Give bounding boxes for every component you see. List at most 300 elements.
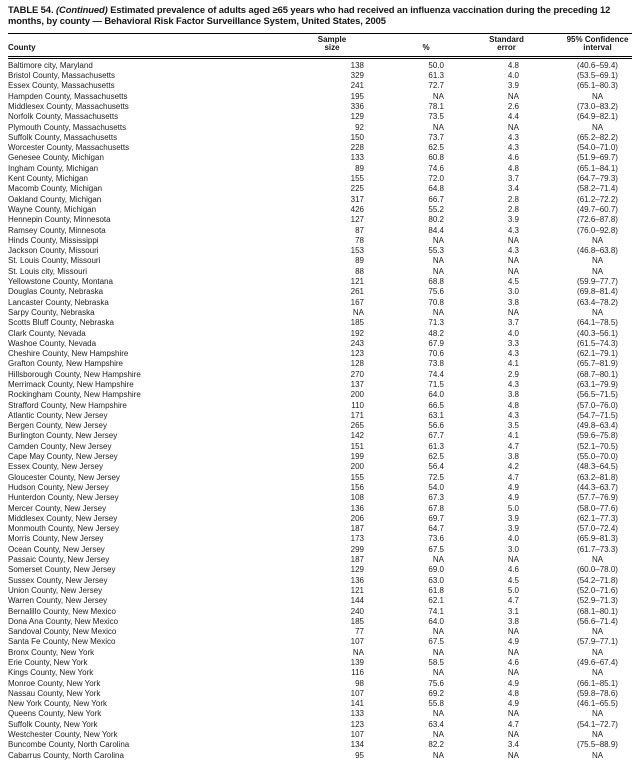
- n-cell: 261: [350, 287, 364, 297]
- ci-cell: (65.2–82.2): [577, 132, 618, 142]
- se-cell: NA: [507, 122, 519, 132]
- county-cell: Monmouth County, New Jersey: [8, 524, 120, 534]
- se-cell: 4.7: [507, 719, 519, 729]
- se-cell: 3.4: [507, 184, 519, 194]
- ci-cell: (65.1–80.3): [577, 81, 618, 91]
- se-cell: 2.8: [507, 204, 519, 214]
- se-cell: 5.0: [507, 585, 519, 595]
- table-row: [8, 329, 632, 339]
- table-title-text: Estimated prevalence of adults aged ≥65 years who had received an influenza vaccination during the preceding 12 months, by county — Behavioral Risk Factor Surveillance System, United States, 2005: [8, 4, 611, 26]
- county-column-header: County: [8, 33, 300, 57]
- pct-cell: 71.5: [428, 379, 444, 389]
- county-cell: Lancaster County, Nebraska: [8, 297, 109, 307]
- se-cell: 3.9: [507, 513, 519, 523]
- county-cell: Sandoval County, New Mexico: [8, 627, 117, 637]
- pct-cell: 64.0: [428, 616, 444, 626]
- table-row: [8, 133, 632, 143]
- se-cell: 3.7: [507, 318, 519, 328]
- pct-cell: 61.3: [428, 71, 444, 81]
- pct-cell: 67.5: [428, 544, 444, 554]
- n-cell: 116: [351, 668, 364, 678]
- se-cell: 3.9: [507, 215, 519, 225]
- pct-cell: 64.0: [428, 390, 444, 400]
- pct-cell: 75.6: [428, 678, 444, 688]
- n-cell: 200: [350, 390, 364, 400]
- ci-cell: NA: [591, 235, 604, 245]
- pct-cell: 67.5: [428, 637, 444, 647]
- county-cell: Wayne County, Michigan: [8, 204, 97, 214]
- table-row: [8, 504, 632, 514]
- n-cell: 426: [350, 204, 364, 214]
- table-continued-flag: (Continued): [56, 4, 108, 15]
- county-cell: Middlesex County, New Jersey: [8, 513, 118, 523]
- se-cell: 3.3: [507, 338, 519, 348]
- pct-cell: 62.1: [428, 596, 444, 606]
- ci-cell: NA: [591, 266, 604, 276]
- county-cell: Burlington County, New Jersey: [8, 431, 118, 441]
- ci-cell: NA: [591, 555, 604, 565]
- n-cell: 87: [355, 225, 364, 235]
- se-cell: NA: [507, 750, 519, 760]
- ci-cell: (75.5–88.9): [577, 740, 618, 750]
- n-cell: NA: [352, 647, 364, 657]
- county-cell: Sussex County, New Jersey: [8, 575, 108, 585]
- pct-cell: 74.1: [428, 606, 444, 616]
- n-cell: 123: [350, 719, 364, 729]
- county-cell: Strafford County, New Hampshire: [8, 400, 127, 410]
- county-cell: New York County, New York: [8, 699, 108, 709]
- ci-cell: (54.2–71.8): [577, 575, 618, 585]
- ci-cell: (57.0–72.4): [577, 524, 618, 534]
- county-cell: Ingham County, Michigan: [8, 163, 99, 173]
- se-cell: NA: [507, 555, 519, 565]
- county-cell: Worcester County, Massachusetts: [8, 143, 130, 153]
- se-cell: 3.9: [507, 81, 519, 91]
- se-cell: 4.3: [507, 225, 519, 235]
- n-cell: 141: [350, 699, 364, 709]
- n-cell: 89: [355, 256, 364, 266]
- pct-cell: 68.8: [428, 277, 444, 287]
- county-cell: Warren County, New Jersey: [8, 596, 108, 606]
- se-cell: 4.3: [507, 246, 519, 256]
- n-cell: 107: [350, 688, 364, 698]
- se-cell: 4.3: [507, 379, 519, 389]
- se-cell: 4.0: [507, 71, 519, 81]
- n-cell: 243: [350, 338, 364, 348]
- se-cell: 5.0: [507, 503, 519, 513]
- pct-cell: NA: [432, 266, 444, 276]
- n-cell: 151: [350, 441, 364, 451]
- se-cell: NA: [507, 730, 519, 740]
- pct-cell: 62.5: [428, 452, 444, 462]
- table-row: [8, 143, 632, 153]
- table-row: [8, 153, 632, 163]
- n-cell: 89: [355, 163, 364, 173]
- n-cell: 127: [350, 215, 364, 225]
- ci-cell: (55.0–70.0): [577, 452, 618, 462]
- n-cell: 137: [350, 379, 364, 389]
- se-cell: 3.7: [507, 174, 519, 184]
- pct-cell: NA: [432, 307, 444, 317]
- table-row: [8, 298, 632, 308]
- n-cell: 187: [350, 524, 364, 534]
- county-cell: Dona Ana County, New Mexico: [8, 616, 119, 626]
- pct-cell: 66.5: [428, 400, 444, 410]
- se-cell: 4.4: [507, 112, 519, 122]
- se-cell: 4.8: [507, 163, 519, 173]
- table-row: [8, 576, 632, 586]
- n-cell: 265: [350, 421, 364, 431]
- n-cell: 110: [351, 400, 364, 410]
- se-cell: NA: [507, 266, 519, 276]
- table-row: [8, 524, 632, 534]
- se-cell: 4.0: [507, 534, 519, 544]
- standard-error-column-header: Standard error: [444, 33, 519, 57]
- n-cell: 155: [350, 472, 364, 482]
- confidence-interval-column-header: 95% Confidence interval: [519, 33, 632, 57]
- n-cell: 121: [350, 585, 364, 595]
- n-cell: 155: [350, 174, 364, 184]
- county-cell: Ramsey County, Minnesota: [8, 225, 106, 235]
- ci-cell: (46.8–63.8): [577, 246, 618, 256]
- ci-cell: (52.0–71.6): [577, 585, 618, 595]
- table-row: [8, 462, 632, 472]
- county-cell: Genesee County, Michigan: [8, 153, 104, 163]
- n-cell: NA: [352, 307, 364, 317]
- ci-cell: (58.2–71.4): [577, 184, 618, 194]
- pct-cell: 56.4: [428, 462, 444, 472]
- ci-cell: (54.0–71.0): [577, 143, 618, 153]
- county-cell: Queens County, New York: [8, 709, 102, 719]
- ci-cell: (69.8–81.4): [577, 287, 618, 297]
- ci-cell: (40.3–56.1): [577, 328, 618, 338]
- table-row: [8, 277, 632, 287]
- ci-cell: (62.1–77.3): [577, 513, 618, 523]
- pct-cell: 78.1: [428, 101, 444, 111]
- pct-cell: NA: [432, 730, 444, 740]
- n-cell: 185: [350, 616, 364, 626]
- table-row: [8, 102, 632, 112]
- county-cell: Douglas County, Nebraska: [8, 287, 104, 297]
- n-cell: 173: [350, 534, 364, 544]
- ci-cell: (52.1–70.5): [577, 441, 618, 451]
- se-cell: 4.2: [507, 462, 519, 472]
- se-cell: 3.8: [507, 616, 519, 626]
- county-cell: Hillsborough County, New Hampshire: [8, 369, 141, 379]
- county-cell: Rockingham County, New Hampshire: [8, 390, 141, 400]
- table-row: [8, 349, 632, 359]
- n-cell: 139: [350, 658, 364, 667]
- county-cell: Union County, New Jersey: [8, 585, 103, 595]
- n-cell: 121: [350, 277, 364, 287]
- table-row: [8, 81, 632, 91]
- pct-cell: NA: [432, 750, 444, 760]
- table-row: [8, 359, 632, 369]
- table-title: [8, 5, 632, 27]
- se-cell: 3.0: [507, 287, 519, 297]
- county-cell: Washoe County, Nevada: [8, 338, 97, 348]
- se-cell: 3.1: [507, 606, 519, 616]
- county-cell: Ocean County, New Jersey: [8, 544, 105, 554]
- se-cell: 4.6: [507, 153, 519, 163]
- table-row: [8, 318, 632, 328]
- table-row: [8, 740, 632, 750]
- table-row: [8, 751, 632, 761]
- county-cell: Gloucester County, New Jersey: [8, 472, 120, 482]
- county-cell: Kent County, Michigan: [8, 174, 88, 184]
- ci-cell: NA: [591, 122, 604, 132]
- county-cell: Cape May County, New Jersey: [8, 452, 118, 462]
- ci-cell: (72.6–87.8): [577, 215, 618, 225]
- pct-cell: 69.0: [428, 565, 444, 575]
- se-cell: 3.0: [507, 544, 519, 554]
- pct-cell: 58.5: [428, 658, 444, 667]
- pct-cell: NA: [432, 235, 444, 245]
- ci-cell: (58.0–77.6): [577, 503, 618, 513]
- prevalence-table: [8, 33, 632, 761]
- pct-cell: NA: [432, 256, 444, 266]
- se-cell: 4.3: [507, 132, 519, 142]
- n-cell: 98: [355, 678, 364, 688]
- se-cell: NA: [507, 627, 519, 637]
- table-row: [8, 246, 632, 256]
- pct-cell: 74.4: [428, 369, 444, 379]
- pct-cell: 72.0: [428, 174, 444, 184]
- n-cell: 77: [355, 627, 364, 637]
- pct-cell: 63.1: [428, 410, 444, 420]
- se-cell: NA: [507, 668, 519, 678]
- se-cell: 4.1: [507, 359, 519, 369]
- n-cell: 228: [350, 143, 364, 153]
- county-cell: Essex County, New Jersey: [8, 462, 103, 472]
- n-cell: 167: [350, 297, 364, 307]
- pct-cell: 80.2: [428, 215, 444, 225]
- county-cell: Monroe County, New York: [8, 678, 101, 688]
- county-cell: Hunterdon County, New Jersey: [8, 493, 119, 503]
- ci-cell: (53.5–69.1): [577, 71, 618, 81]
- county-cell: Mercer County, New Jersey: [8, 503, 107, 513]
- ci-cell: (65.7–81.9): [577, 359, 618, 369]
- n-cell: 317: [350, 194, 364, 204]
- county-cell: Baltimore city, Maryland: [8, 60, 93, 70]
- n-cell: 336: [350, 101, 364, 111]
- pct-cell: 64.7: [428, 524, 444, 534]
- se-cell: 4.9: [507, 699, 519, 709]
- ci-cell: (61.5–74.3): [577, 338, 618, 348]
- ci-cell: (68.7–80.1): [577, 369, 618, 379]
- pct-cell: NA: [432, 91, 444, 101]
- pct-cell: 72.7: [428, 81, 444, 91]
- county-cell: Atlantic County, New Jersey: [8, 410, 108, 420]
- se-cell: 3.9: [507, 524, 519, 534]
- pct-cell: 82.2: [428, 740, 444, 750]
- table-row: [8, 112, 632, 122]
- n-cell: 144: [350, 596, 364, 606]
- se-cell: NA: [507, 235, 519, 245]
- se-cell: NA: [507, 307, 519, 317]
- county-cell: Middlesex County, Massachusetts: [8, 101, 129, 111]
- ci-cell: (60.0–78.0): [577, 565, 618, 575]
- ci-cell: (57.0–76.0): [577, 400, 618, 410]
- ci-cell: (64.9–82.1): [577, 112, 618, 122]
- ci-cell: (57.7–76.9): [577, 493, 618, 503]
- table-row: [8, 380, 632, 390]
- n-cell: 192: [350, 328, 364, 338]
- n-cell: 107: [350, 730, 364, 740]
- ci-cell: NA: [591, 627, 604, 637]
- county-cell: Santa Fe County, New Mexico: [8, 637, 116, 647]
- table-row: [8, 679, 632, 689]
- pct-cell: 73.7: [428, 132, 444, 142]
- pct-cell: 73.6: [428, 534, 444, 544]
- se-cell: 4.3: [507, 349, 519, 359]
- pct-cell: 69.7: [428, 513, 444, 523]
- ci-cell: (54.7–71.5): [577, 410, 618, 420]
- ci-cell: (44.3–63.7): [577, 482, 618, 492]
- table-row: [8, 565, 632, 575]
- se-cell: 2.6: [507, 101, 519, 111]
- ci-cell: (59.6–75.8): [577, 431, 618, 441]
- county-cell: Macomb County, Michigan: [8, 184, 103, 194]
- pct-cell: 71.3: [428, 318, 444, 328]
- county-cell: Camden County, New Jersey: [8, 441, 112, 451]
- county-cell: Grafton County, New Hampshire: [8, 359, 124, 369]
- ci-cell: (49.8–63.4): [577, 421, 618, 431]
- se-cell: 4.6: [507, 658, 519, 667]
- county-cell: Somerset County, New Jersey: [8, 565, 116, 575]
- ci-cell: (63.1–79.9): [577, 379, 618, 389]
- n-cell: 136: [350, 503, 364, 513]
- pct-cell: 55.3: [428, 246, 444, 256]
- se-cell: 4.0: [507, 328, 519, 338]
- pct-cell: 64.8: [428, 184, 444, 194]
- pct-cell: 50.0: [428, 60, 444, 70]
- n-cell: 129: [350, 565, 364, 575]
- n-cell: 92: [355, 122, 364, 132]
- se-cell: 4.5: [507, 575, 519, 585]
- ci-cell: (61.7–73.3): [577, 544, 618, 554]
- n-cell: 128: [350, 359, 364, 369]
- pct-cell: 63.0: [428, 575, 444, 585]
- table-row: [8, 668, 632, 678]
- n-cell: 200: [350, 462, 364, 472]
- table-row: [8, 637, 632, 647]
- table-row: [8, 483, 632, 493]
- ci-cell: (73.0–83.2): [577, 101, 618, 111]
- pct-cell: 66.7: [428, 194, 444, 204]
- percent-column-header: %: [364, 33, 444, 57]
- ci-cell: NA: [591, 647, 604, 657]
- pct-cell: 60.8: [428, 153, 444, 163]
- pct-cell: 70.6: [428, 349, 444, 359]
- se-cell: NA: [507, 256, 519, 266]
- n-cell: 156: [350, 482, 364, 492]
- table-row: [8, 184, 632, 194]
- n-cell: 195: [350, 91, 364, 101]
- table-row: [8, 596, 632, 606]
- n-cell: 133: [350, 709, 364, 719]
- n-cell: 107: [350, 637, 364, 647]
- county-cell: Bernalillo County, New Mexico: [8, 606, 116, 616]
- county-cell: Suffolk County, New York: [8, 719, 98, 729]
- ci-cell: (68.1–80.1): [577, 606, 618, 616]
- county-cell: Buncombe County, North Carolina: [8, 740, 130, 750]
- n-cell: 187: [350, 555, 364, 565]
- se-cell: 3.8: [507, 390, 519, 400]
- ci-cell: NA: [591, 709, 604, 719]
- n-cell: 136: [350, 575, 364, 585]
- county-cell: Bristol County, Massachusetts: [8, 71, 116, 81]
- county-cell: Passaic County, New Jersey: [8, 555, 110, 565]
- n-cell: 199: [350, 452, 364, 462]
- se-cell: 4.3: [507, 143, 519, 153]
- ci-cell: (46.1–65.5): [577, 699, 618, 709]
- ci-cell: NA: [591, 307, 604, 317]
- n-cell: 150: [350, 132, 364, 142]
- n-cell: 108: [350, 493, 364, 503]
- table-row: [8, 586, 632, 596]
- table-row: [8, 689, 632, 699]
- ci-cell: (65.1–84.1): [577, 163, 618, 173]
- ci-cell: (49.7–60.7): [577, 204, 618, 214]
- pct-cell: 55.2: [428, 204, 444, 214]
- table-row: [8, 123, 632, 133]
- ci-cell: (61.2–72.2): [577, 194, 618, 204]
- ci-cell: (76.0–92.8): [577, 225, 618, 235]
- pct-cell: 67.3: [428, 493, 444, 503]
- pct-cell: 73.8: [428, 359, 444, 369]
- county-cell: Yellowstone County, Montana: [8, 277, 113, 287]
- ci-cell: (62.1–79.1): [577, 349, 618, 359]
- ci-cell: (64.7–79.3): [577, 174, 618, 184]
- ci-cell: (49.6–67.4): [577, 658, 618, 667]
- se-cell: 4.9: [507, 482, 519, 492]
- pct-cell: NA: [432, 555, 444, 565]
- county-cell: Kings County, New York: [8, 668, 94, 678]
- se-cell: 4.8: [507, 60, 519, 70]
- n-cell: 153: [350, 246, 364, 256]
- county-cell: Oakland County, Michigan: [8, 194, 102, 204]
- n-cell: 78: [355, 235, 364, 245]
- se-cell: 4.5: [507, 277, 519, 287]
- se-cell: 2.8: [507, 194, 519, 204]
- n-cell: 225: [350, 184, 364, 194]
- ci-cell: (52.9–71.3): [577, 596, 618, 606]
- n-cell: 206: [350, 513, 364, 523]
- table-row: [8, 709, 632, 719]
- table-row: [8, 648, 632, 658]
- table-number: TABLE 54.: [8, 4, 54, 15]
- n-cell: 142: [350, 431, 364, 441]
- n-cell: 329: [350, 71, 364, 81]
- se-cell: 4.8: [507, 688, 519, 698]
- pct-cell: 63.4: [428, 719, 444, 729]
- table-row: [8, 452, 632, 462]
- ci-cell: (59.8–78.6): [577, 688, 618, 698]
- table-row: [8, 256, 632, 266]
- n-cell: 185: [350, 318, 364, 328]
- pct-cell: NA: [432, 627, 444, 637]
- ci-cell: (48.3–64.5): [577, 462, 618, 472]
- table-row: [8, 545, 632, 555]
- se-cell: NA: [507, 91, 519, 101]
- county-cell: Plymouth County, Massachusetts: [8, 122, 127, 132]
- n-cell: 134: [350, 740, 364, 750]
- ci-cell: NA: [591, 91, 604, 101]
- county-cell: Norfolk County, Massachusetts: [8, 112, 119, 122]
- pct-cell: 69.2: [428, 688, 444, 698]
- county-cell: Suffolk County, Massachusetts: [8, 132, 118, 142]
